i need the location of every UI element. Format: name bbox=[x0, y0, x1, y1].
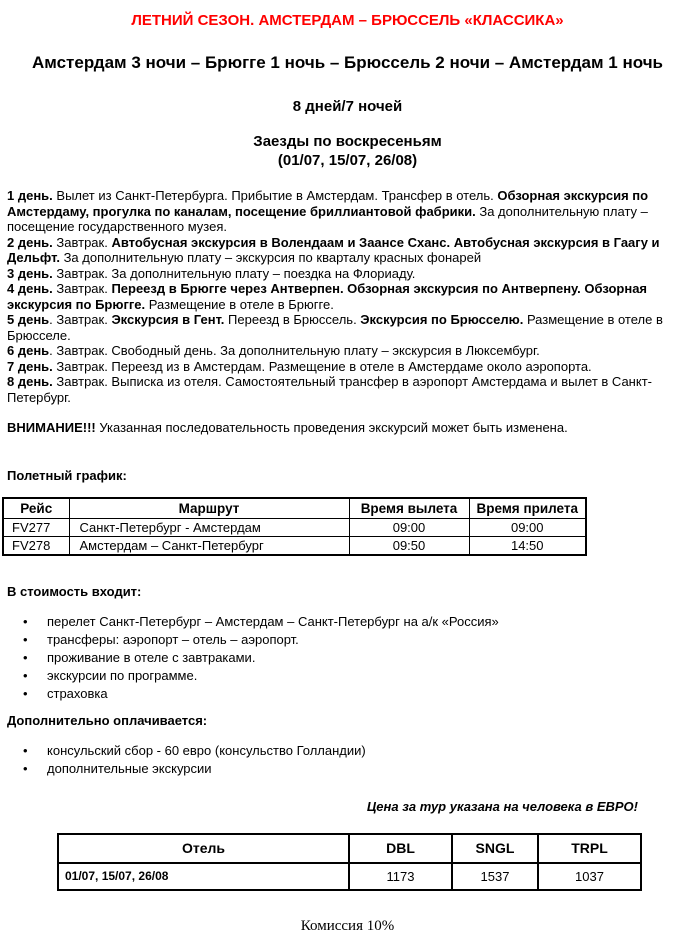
table-row bbox=[3, 519, 586, 537]
itinerary-day bbox=[7, 235, 688, 266]
extra-cost-list bbox=[7, 742, 688, 778]
itinerary-day-text-segment: Завтрак. bbox=[56, 234, 112, 250]
itinerary-day-text-segment: Завтрак. Выписка из отеля. Самостоятельный трансфер в аэропорт Амстердама и вылет в Санкт-Петербург. bbox=[7, 374, 652, 405]
itinerary-day-bold-segment: 8 день. bbox=[7, 374, 57, 389]
itinerary-day-text-segment: Завтрак. За дополнительную плату – поездка на Флориаду. bbox=[56, 265, 416, 281]
table-cell: 1537 bbox=[452, 863, 538, 890]
itinerary-day bbox=[7, 359, 688, 375]
page-title: ЛЕТНИЙ СЕЗОН. АМСТЕРДАМ – БРЮССЕЛЬ «КЛАССИКА» bbox=[131, 12, 564, 29]
notice bbox=[7, 420, 688, 436]
itinerary-day-bold-segment: Автобусная экскурсия в Волендаам и Заансе Сханс. Автобусная экскурсия в Гаагу и Дельфт. bbox=[7, 234, 660, 265]
table-cell: 14:50 bbox=[469, 537, 586, 555]
column-header: Рейс bbox=[3, 498, 69, 519]
notice-text: Указанная последовательность проведения экскурсий может быть изменена. bbox=[95, 420, 568, 435]
table-cell: 09:00 bbox=[349, 519, 469, 537]
table-row bbox=[58, 863, 641, 890]
itinerary-day-bold-segment: 5 день bbox=[7, 312, 50, 327]
itinerary-day-text-segment: За дополнительную плату – посещение государственного музея. bbox=[7, 203, 648, 234]
column-header: DBL bbox=[349, 834, 452, 863]
tour-duration: 8 дней/7 ночей bbox=[292, 98, 403, 115]
table-cell: Амстердам – Санкт-Петербург bbox=[69, 537, 349, 555]
column-header: Время вылета bbox=[349, 498, 469, 519]
list-item: • перелет Санкт-Петербург – Амстердам – Санкт-Петербург на а/к «Россия» bbox=[7, 613, 688, 631]
table-cell: 01/07, 15/07, 26/08 bbox=[58, 863, 349, 890]
itinerary-day-text-segment: Завтрак. Переезд из в Амстердам. Размещение в отеле в Амстердаме около аэропорта. bbox=[56, 358, 592, 374]
itinerary-day-text-segment: Завтрак. bbox=[56, 281, 112, 296]
itinerary-day bbox=[7, 281, 688, 312]
itinerary-day-text-segment: Вылет из Санкт-Петербурга. Прибытие в Амстердам. Трансфер в отель. bbox=[56, 188, 498, 203]
price-table-header-row bbox=[58, 834, 641, 863]
list-item: • проживание в отеле с завтраками. bbox=[7, 649, 688, 667]
table-row bbox=[3, 537, 586, 555]
table-cell: 1037 bbox=[538, 863, 641, 890]
list-item: • трансферы: аэропорт – отель – аэропорт. bbox=[7, 631, 688, 649]
itinerary-day-bold-segment: Экскурсия по Брюсселю. bbox=[360, 312, 527, 327]
extra-cost-heading: Дополнительно оплачивается: bbox=[7, 712, 208, 728]
departure-days bbox=[7, 132, 688, 170]
included-heading: В стоимость входит: bbox=[7, 583, 142, 599]
price-table bbox=[57, 833, 642, 891]
departure-days-label: Заезды по воскресеньям bbox=[253, 133, 442, 150]
column-header: Маршрут bbox=[69, 498, 349, 519]
price-note: Цена за тур указана на человека в ЕВРО! bbox=[366, 798, 638, 814]
table-cell: 1173 bbox=[349, 863, 452, 890]
list-item: • экскурсии по программе. bbox=[7, 667, 688, 685]
itinerary-day-bold-segment: 1 день. bbox=[7, 188, 57, 203]
commission-note: Комиссия 10% bbox=[300, 917, 395, 934]
flight-schedule-heading: Полетный график: bbox=[7, 467, 127, 483]
column-header: Время прилета bbox=[469, 498, 586, 519]
table-cell: FV278 bbox=[3, 537, 69, 555]
tour-route-subtitle: Амстердам 3 ночи – Брюгге 1 ночь – Брюссель 2 ночи – Амстердам 1 ночь bbox=[31, 53, 664, 72]
flight-table bbox=[2, 497, 587, 556]
itinerary-day bbox=[7, 343, 688, 359]
itinerary-day-text-segment: Размещение в отеле в Брюсселе. bbox=[7, 312, 663, 343]
table-cell: Санкт-Петербург - Амстердам bbox=[69, 519, 349, 537]
itinerary-day-bold-segment: 7 день. bbox=[7, 358, 57, 374]
column-header: Отель bbox=[58, 834, 349, 863]
itinerary-day-text-segment: . Завтрак. Свободный день. За дополнительную плату – экскурсия в Люксембург. bbox=[49, 343, 540, 358]
itinerary-day-bold-segment: 2 день. bbox=[7, 234, 57, 250]
itinerary-day-bold-segment: Переезд в Брюгге через Антверпен. Обзорная экскурсия по Антверпену. Обзорная экскурсия по Брюгге. bbox=[7, 281, 648, 312]
itinerary-day-bold-segment: Экскурсия в Гент. bbox=[111, 312, 229, 327]
table-cell: FV277 bbox=[3, 519, 69, 537]
departure-dates: (01/07, 15/07, 26/08) bbox=[277, 152, 418, 169]
flight-table-header-row bbox=[3, 498, 586, 519]
itinerary-day-bold-segment: 6 день bbox=[7, 343, 50, 358]
list-item: • дополнительные экскурсии bbox=[7, 760, 688, 778]
itinerary-day-text-segment: Размещение в отеле в Брюгге. bbox=[148, 296, 334, 312]
itinerary bbox=[7, 188, 688, 405]
column-header: TRPL bbox=[538, 834, 641, 863]
list-item: • консульский сбор - 60 евро (консульство Голландии) bbox=[7, 742, 688, 760]
column-header: SNGL bbox=[452, 834, 538, 863]
itinerary-day bbox=[7, 374, 688, 405]
itinerary-day bbox=[7, 266, 688, 282]
table-cell: 09:50 bbox=[349, 537, 469, 555]
table-cell: 09:00 bbox=[469, 519, 586, 537]
itinerary-day-text-segment: . Завтрак. bbox=[49, 312, 112, 327]
list-item: • страховка bbox=[7, 685, 688, 703]
notice-label: ВНИМАНИЕ!!! bbox=[7, 420, 96, 435]
itinerary-day bbox=[7, 312, 688, 343]
included-list bbox=[7, 613, 688, 703]
itinerary-day-bold-segment: 3 день. bbox=[7, 265, 57, 281]
itinerary-day-bold-segment: Обзорная экскурсия по Амстердаму, прогулка по каналам, посещение бриллиантовой фабрики. bbox=[7, 188, 649, 219]
itinerary-day-bold-segment: 4 день. bbox=[7, 281, 57, 296]
itinerary-day-text-segment: За дополнительную плату – экскурсия по кварталу красных фонарей bbox=[63, 250, 482, 265]
itinerary-day-text-segment: Переезд в Брюссель. bbox=[228, 312, 361, 327]
itinerary-day bbox=[7, 188, 688, 235]
